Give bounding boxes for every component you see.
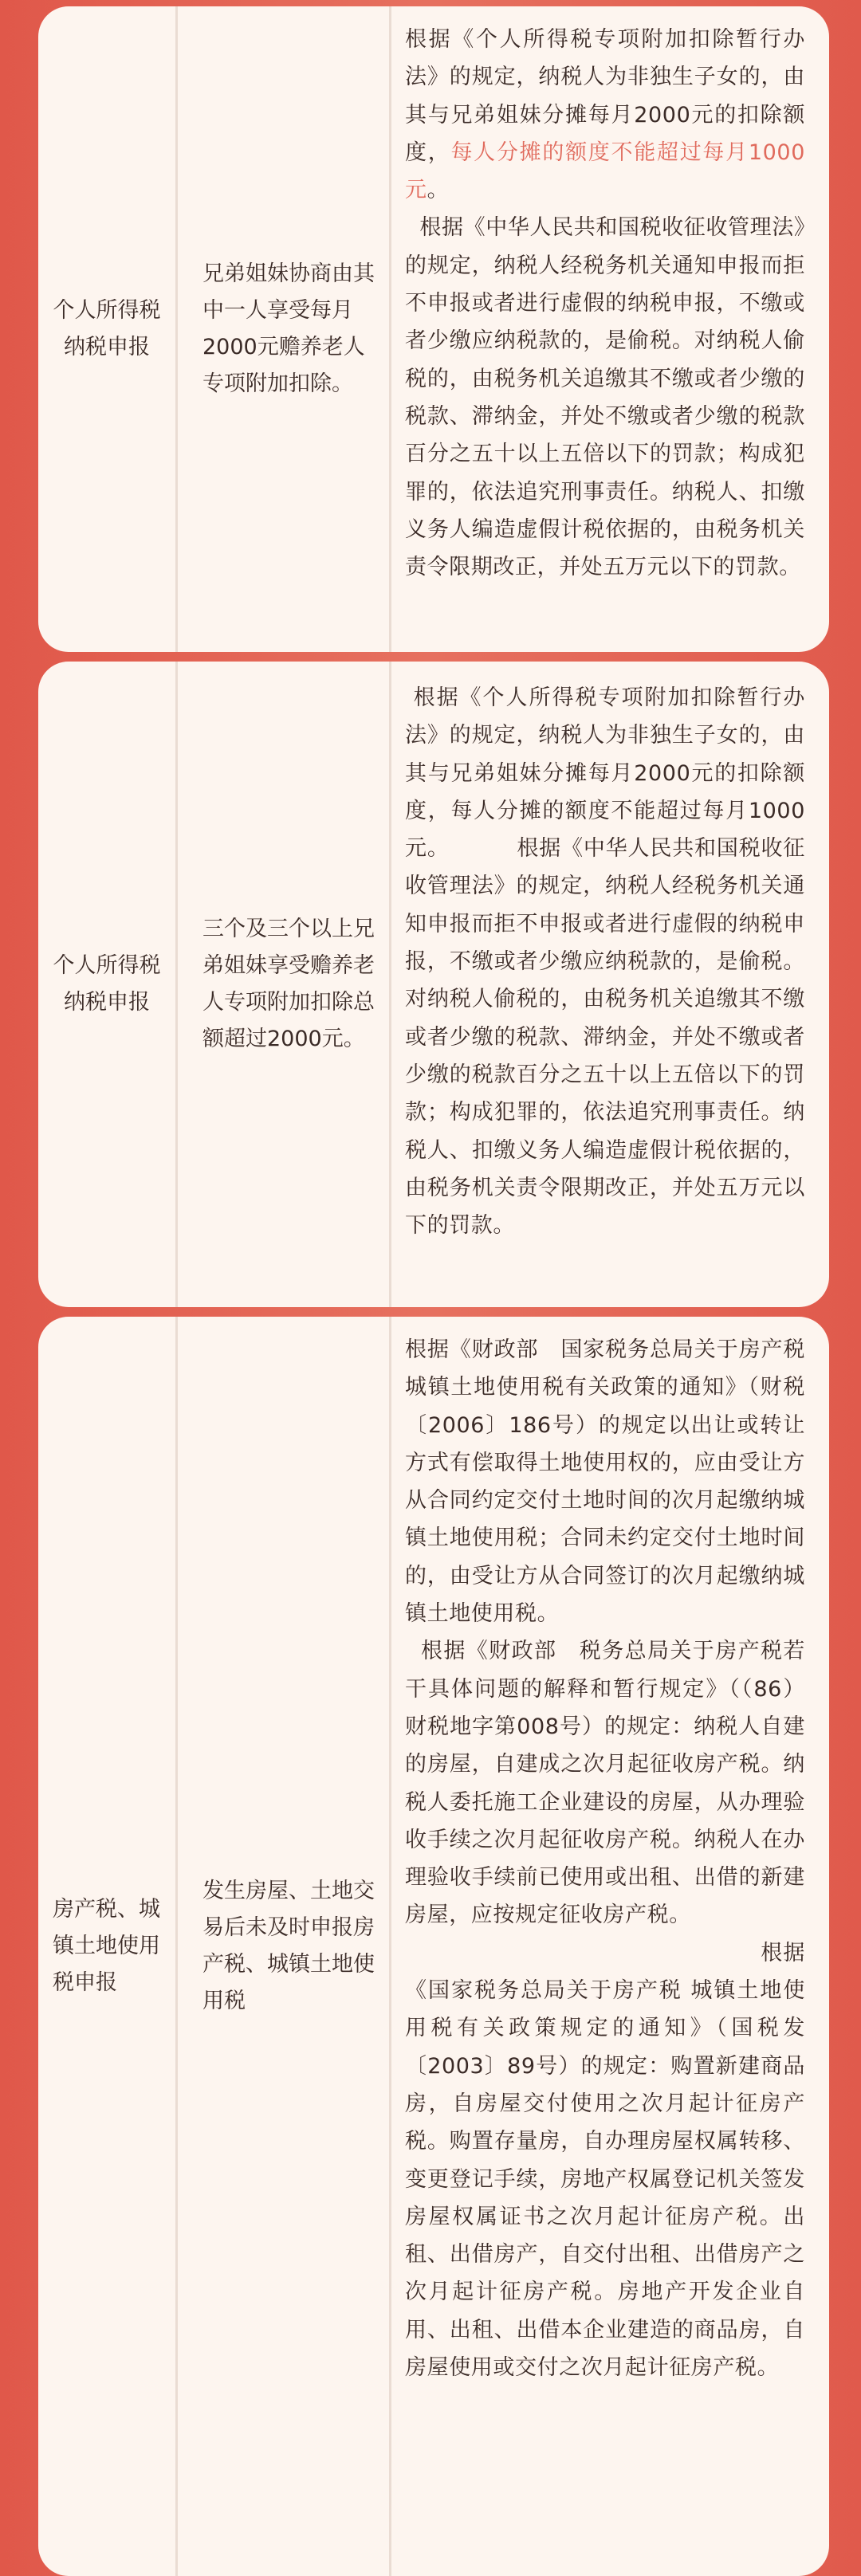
category-text: 个人所得税纳税申报 (53, 953, 161, 1015)
basis-cell (389, 6, 829, 652)
basis-text-part: 根据《个人所得税专项附加扣除暂行办法》的规定，纳税人为非独生子女的，由其与兄弟姐妹分摊每月2000元的扣除额度， (405, 27, 805, 165)
basis-text: 根据《个人所得税专项附加扣除暂行办法》的规定，纳税人为非独生子女的，由其与兄弟姐妹分摊每月2000元的扣除额度，每人分摊的额度不能超过每月1000元。 根据《中华人民共和国税收征收管理法》的规定，纳税人经税务机关通知申报而拒不申报或者进行虚假的纳税申报，不缴或者少缴应纳税款的，是偷税。对纳税人偷税的，由税务机关追缴其不缴或者少缴的税款、滞纳金，并处不缴或者少缴的税款百分之五十以上五倍以下的罚款；构成犯罪的，依法追究刑事责任。纳税人、扣缴义务人编造虚假计税依据的，由税务机关责令限期改正，并处五万元以下的罚款。 (405, 685, 805, 1239)
situation-cell (175, 662, 389, 1307)
situation-text: 兄弟姐妹协商由其中一人享受每月2000元赡养老人专项附加扣除。 (202, 261, 375, 396)
table-row (38, 6, 829, 652)
situation-cell (175, 1317, 389, 2576)
situation-cell (175, 6, 389, 652)
situation-text: 三个及三个以上兄弟姐妹享受赡养老人专项附加扣除总额超过2000元。 (202, 917, 375, 1051)
table-row (38, 662, 829, 1307)
situation-text: 发生房屋、土地交易后未及时申报房产税、城镇土地使用税 (202, 1879, 375, 2013)
table-row (38, 1317, 829, 2576)
category-cell (38, 662, 175, 1307)
basis-text-part: 。 根据《中华人民共和国税收征收管理法》的规定，纳税人经税务机关通知申报而拒不申报或者进行虚假的纳税申报，不缴或者少缴应纳税款的，是偷税。对纳税人偷税的，由税务机关追缴其不缴或者少缴的税款、滞纳金，并处不缴或者少缴的税款百分之五十以上五倍以下的罚款；构成犯罪的，依法追究刑事责任。纳税人、扣缴义务人编造虚假计税依据的，由税务机关责令限期改正，并处五万元以下的罚款。 (405, 178, 805, 580)
category-text: 个人所得税纳税申报 (53, 298, 161, 359)
category-cell (38, 6, 175, 652)
basis-text: 根据《财政部 国家税务总局关于房产税 城镇土地使用税有关政策的通知》（财税〔2006〕186号）的规定以出让或转让方式有偿取得土地使用权的，应由受让方从合同约定交付土地时间的次月起缴纳城镇土地使用税；合同未约定交付土地时间的，由受让方从合同签订的次月起缴纳城镇土地使用税。 根据《财政部 税务总局关于房产税若干具体问题的解释和暂行规定》（（86）财税地字第008号）的规定：纳税人自建的房屋，自建成之次月起征收房产税。纳税人委托施工企业建设的房屋，从办理验收手续之次月起征收房产税。纳税人在办理验收手续前已使用或出租、出借的新建房屋，应按规定征收房产税。 根据《国家税务总局关于房产税 城镇土地使用税有关政策规定的通知》（国税发〔2003〕89号）的规定：购置新建商品房，自房屋交付使用之次月起计征房产税。购置存量房，自办理房屋权属转移、变更登记手续，房地产权属登记机关签发房屋权属证书之次月起计征房产税。出租、出借房产，自交付出租、出借房产之次月起计征房产税。房地产开发企业自用、出租、出借本企业建造的商品房，自房屋使用或交付之次月起计征房产税。 (405, 1337, 806, 2381)
basis-cell (389, 1317, 829, 2576)
basis-cell (389, 662, 829, 1307)
basis-highlight: 每人分摊的额度不能超过每月1000元 (405, 139, 805, 203)
category-text: 房产税、城镇土地使用税申报 (53, 1897, 160, 1995)
category-cell (38, 1317, 175, 2576)
basis-text (405, 21, 805, 586)
